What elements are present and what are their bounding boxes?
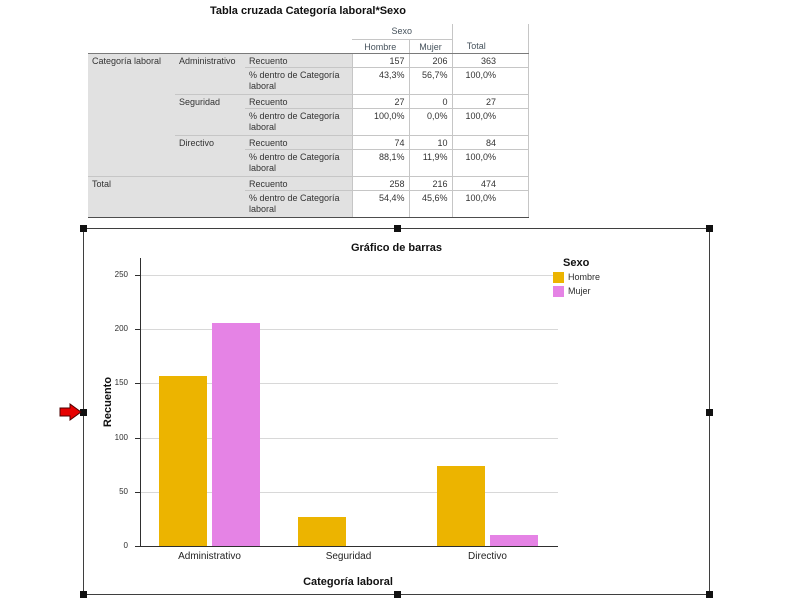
- cell-value: 100,0%: [352, 108, 409, 135]
- y-tick: [135, 546, 140, 547]
- x-axis-title: Categoría laboral: [303, 576, 393, 588]
- cell-value: 100,0%: [452, 108, 500, 135]
- bar-hombre-directivo: [437, 466, 485, 546]
- y-tick-label: 100: [114, 432, 128, 442]
- edge-spacer: [500, 149, 528, 176]
- cell-value: 216: [409, 176, 452, 190]
- selection-handle-bottom-right[interactable]: [706, 591, 713, 598]
- y-tick-label: 50: [119, 486, 128, 496]
- cell-value: 0: [409, 94, 452, 108]
- table-row: [88, 53, 528, 67]
- row-category: Directivo: [175, 135, 245, 176]
- legend-swatch-mujer: [553, 286, 564, 297]
- cell-value: 56,7%: [409, 67, 452, 94]
- gridline: [141, 329, 558, 330]
- cell-value: 54,4%: [352, 190, 409, 217]
- cell-value: 11,9%: [409, 149, 452, 176]
- row-category: Seguridad: [175, 94, 245, 135]
- chart-legend: [553, 257, 703, 298]
- stat-label-pct: % dentro de Categoría laboral: [245, 108, 352, 135]
- selection-handle-top-middle[interactable]: [394, 225, 401, 232]
- crosstab-output[interactable]: [88, 3, 528, 218]
- cell-value: 0,0%: [409, 108, 452, 135]
- cell-value: 474: [452, 176, 500, 190]
- y-tick-label: 250: [114, 270, 128, 279]
- cell-value: 100,0%: [452, 149, 500, 176]
- y-tick: [135, 383, 140, 384]
- selection-handle-bottom-middle[interactable]: [394, 591, 401, 598]
- crosstab-table: [88, 24, 529, 218]
- edge-spacer: [500, 94, 528, 108]
- x-category-label: Seguridad: [325, 551, 372, 562]
- stat-label-pct: % dentro de Categoría laboral: [245, 190, 352, 217]
- cell-value: 10: [409, 135, 452, 149]
- col-header-hombre: Hombre: [352, 39, 409, 53]
- cell-value: 43,3%: [352, 67, 409, 94]
- col-header-total: Total: [452, 39, 500, 53]
- y-tick-label: 0: [123, 541, 128, 550]
- total-col-spacer: [452, 24, 500, 39]
- stat-label-count: Recuento: [245, 176, 352, 190]
- stat-label-pct: % dentro de Categoría laboral: [245, 149, 352, 176]
- col-header-mujer: Mujer: [409, 39, 452, 53]
- bar-hombre-administrativo: [159, 376, 207, 546]
- cell-value: 100,0%: [452, 190, 500, 217]
- cell-value: 363: [452, 53, 500, 67]
- stat-label-count: Recuento: [245, 53, 352, 67]
- gridline: [141, 275, 558, 276]
- bar-mujer-directivo: [490, 535, 538, 546]
- edge-spacer: [500, 39, 528, 53]
- selection-handle-bottom-left[interactable]: [80, 591, 87, 598]
- stat-label-count: Recuento: [245, 94, 352, 108]
- y-tick: [135, 492, 140, 493]
- cell-value: 157: [352, 53, 409, 67]
- legend-label: Mujer: [568, 286, 591, 296]
- edge-spacer: [500, 135, 528, 149]
- cell-value: 88,1%: [352, 149, 409, 176]
- table-corner-cell: [88, 24, 352, 53]
- x-category-label: Directivo: [468, 551, 507, 562]
- legend-label: Hombre: [568, 272, 601, 282]
- y-axis-title: Recuento: [102, 376, 114, 428]
- y-tick: [135, 329, 140, 330]
- selection-handle-top-left[interactable]: [80, 225, 87, 232]
- y-axis-line: [140, 258, 141, 547]
- legend-swatch-hombre: [553, 272, 564, 283]
- cell-value: 74: [352, 135, 409, 149]
- cell-value: 45,6%: [409, 190, 452, 217]
- edge-spacer: [500, 53, 528, 67]
- cell-value: 27: [352, 94, 409, 108]
- legend-item-mujer: [553, 286, 703, 298]
- selection-handle-middle-right[interactable]: [706, 409, 713, 416]
- y-tick: [135, 275, 140, 276]
- row-dim-label: Categoría laboral: [88, 53, 175, 176]
- y-tick: [135, 438, 140, 439]
- x-axis-line: [140, 546, 558, 547]
- edge-spacer: [500, 176, 528, 190]
- selection-handle-top-right[interactable]: [706, 225, 713, 232]
- edge-spacer: [500, 190, 528, 217]
- edge-spacer: [500, 108, 528, 135]
- cell-value: 100,0%: [452, 67, 500, 94]
- total-row-label: Total: [88, 176, 245, 217]
- bar-mujer-administrativo: [212, 323, 260, 546]
- cell-value: 206: [409, 53, 452, 67]
- table-row: [88, 176, 528, 190]
- edge-spacer: [500, 24, 528, 39]
- chart-object-frame[interactable]: [83, 228, 710, 595]
- stat-label-count: Recuento: [245, 135, 352, 149]
- edge-spacer: [500, 67, 528, 94]
- table-title: Tabla cruzada Categoría laboral*Sexo: [209, 5, 407, 17]
- stat-label-pct: % dentro de Categoría laboral: [245, 67, 352, 94]
- x-category-label: Administrativo: [178, 551, 241, 562]
- row-category: Administrativo: [175, 53, 245, 94]
- y-tick-label: 200: [114, 324, 128, 334]
- cell-value: 258: [352, 176, 409, 190]
- y-tick-label: 150: [114, 378, 128, 388]
- legend-item-hombre: [553, 272, 703, 284]
- col-group-header-sexo: Sexo: [352, 24, 452, 39]
- cell-value: 84: [452, 135, 500, 149]
- cell-value: 27: [452, 94, 500, 108]
- chart-title: Gráfico de barras: [350, 242, 443, 254]
- current-output-item-arrow-icon: [59, 403, 83, 421]
- bar-hombre-seguridad: [298, 517, 346, 546]
- legend-title: Sexo: [563, 257, 590, 269]
